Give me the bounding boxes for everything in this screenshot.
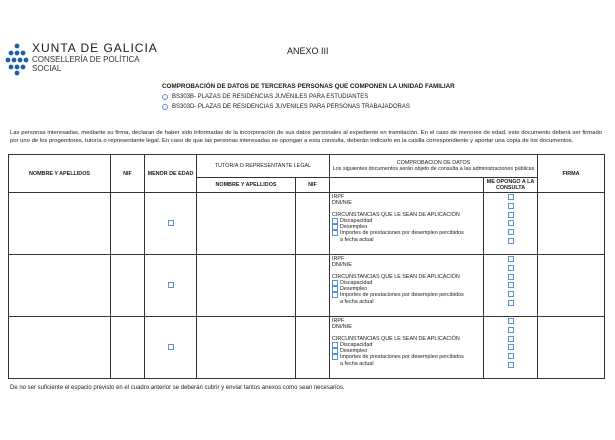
name-cell[interactable] <box>9 193 111 255</box>
irpf-label: IRPF <box>332 318 345 324</box>
oppose-benef-checkbox[interactable] <box>508 238 514 244</box>
table-row <box>9 317 605 379</box>
oppose-unemp-checkbox[interactable] <box>508 353 514 359</box>
sign-cell[interactable] <box>538 193 605 255</box>
consultation-list <box>330 317 484 379</box>
benefits-item <box>332 230 481 243</box>
benefits-label: Importes de prestaciones por desempleo percibidos <box>340 292 464 299</box>
radio-icon[interactable] <box>162 94 168 100</box>
oppose-disc-checkbox[interactable] <box>508 344 514 350</box>
benefits-label-line2: a fecha actual <box>340 236 374 243</box>
footer-note: De no ser suficiente el espacio previsto en el cuadro anterior se deberán cubrir y enviar tantos anexos como sean necesarios. <box>10 385 345 391</box>
minor-checkbox[interactable] <box>168 282 174 288</box>
option-workers[interactable] <box>162 104 410 110</box>
oppose-unemp-checkbox[interactable] <box>508 291 514 297</box>
disability-label: Discapacidad <box>340 341 373 348</box>
header-check <box>330 155 538 178</box>
circumstances-label: CIRCUNSTANCIAS QUE LE SEAN DE APLICACIÓN <box>332 273 460 280</box>
oppose-disc-checkbox[interactable] <box>508 220 514 226</box>
header-check-sub: Los siguientes documentos serán objeto de consulta a las administraciones públicas <box>332 166 535 172</box>
name-cell[interactable] <box>9 317 111 379</box>
benefits-label: Importes de prestaciones por desempleo percibidos <box>340 354 464 361</box>
oppose-disc-checkbox[interactable] <box>508 282 514 288</box>
document-title: COMPROBACIÓN DE DATOS DE TERCERAS PERSONAS QUE COMPONEN LA UNIDAD FAMILIAR <box>162 83 455 90</box>
oppose-unemp-checkbox[interactable] <box>508 229 514 235</box>
irpf-label: IRPF <box>332 194 345 200</box>
minor-checkbox[interactable] <box>168 220 174 226</box>
nif-cell[interactable] <box>111 317 145 379</box>
third-parties-table <box>8 154 605 379</box>
department-line2: SOCIAL <box>32 64 62 73</box>
sign-cell[interactable] <box>538 255 605 317</box>
benefits-label-line2: a fecha actual <box>340 298 374 305</box>
minor-checkbox[interactable] <box>168 344 174 350</box>
benefits-item <box>332 354 481 367</box>
annex-title: ANEXO III <box>287 46 329 56</box>
circumstances-label: CIRCUNSTANCIAS QUE LE SEAN DE APLICACIÓN <box>332 211 460 218</box>
benefits-label: Importes de prestaciones por desempleo percibidos <box>340 230 464 237</box>
intro-paragraph: Las personas interesadas, mediante su firma, declaran de haber sido informadas de la incorporación de sus datos personales al expediente en tramitación. En el caso de menores de edad, este documento deberá ser firmado por uno de los progenitores, tutor/a o representante legal. En caso de que las personas interesadas se opongan a esta consulta, deberán indicarlo en la casilla correspondiente y aportar una copia de los documentos. <box>10 130 602 144</box>
tutor-name-cell[interactable] <box>197 255 296 317</box>
header-name: NOMBRE Y APELLIDOS <box>9 155 111 193</box>
table-row <box>9 255 605 317</box>
radio-icon[interactable] <box>162 104 168 110</box>
header-brand <box>32 42 158 73</box>
checkbox-icon[interactable] <box>332 286 338 292</box>
consultation-list <box>330 193 484 255</box>
unemployment-label: Desempleo <box>340 286 368 293</box>
dni-label: DNI/NIE <box>332 262 352 269</box>
oppose-circ-checkbox[interactable] <box>508 212 514 218</box>
xunta-crest-logo <box>4 42 30 76</box>
minor-cell <box>145 317 197 379</box>
oppose-benef-checkbox[interactable] <box>508 300 514 306</box>
dni-label: DNI/NIE <box>332 324 352 331</box>
tutor-nif-cell[interactable] <box>296 317 330 379</box>
minor-cell <box>145 255 197 317</box>
irpf-label: IRPF <box>332 256 345 262</box>
header-oppose: ME OPONGO A LA CONSULTA <box>484 178 538 193</box>
option-students[interactable] <box>162 94 368 100</box>
org-name: XUNTA DE GALICIA <box>32 41 158 55</box>
dni-label: DNI/NIE <box>332 200 352 207</box>
oppose-irpf-checkbox[interactable] <box>508 194 514 200</box>
oppose-dni-checkbox[interactable] <box>508 327 514 333</box>
unemployment-label: Desempleo <box>340 348 368 355</box>
nif-cell[interactable] <box>111 193 145 255</box>
oppose-irpf-checkbox[interactable] <box>508 318 514 324</box>
header-sign: FIRMA <box>538 155 605 193</box>
department-line1: CONSELLERÍA DE POLÍTICA <box>32 55 140 64</box>
oppose-cell <box>484 317 538 379</box>
oppose-cell <box>484 193 538 255</box>
header-tutor: TUTOR/A O REPRESENTANTE LEGAL <box>197 155 330 178</box>
header-check-blank <box>330 178 484 193</box>
checkbox-icon[interactable] <box>332 230 338 236</box>
checkbox-icon[interactable] <box>332 292 338 298</box>
oppose-cell <box>484 255 538 317</box>
nif-cell[interactable] <box>111 255 145 317</box>
sign-cell[interactable] <box>538 317 605 379</box>
circumstances-label: CIRCUNSTANCIAS QUE LE SEAN DE APLICACIÓN <box>332 335 460 342</box>
tutor-nif-cell[interactable] <box>296 193 330 255</box>
checkbox-icon[interactable] <box>332 348 338 354</box>
oppose-dni-checkbox[interactable] <box>508 265 514 271</box>
oppose-dni-checkbox[interactable] <box>508 203 514 209</box>
tutor-nif-cell[interactable] <box>296 255 330 317</box>
checkbox-icon[interactable] <box>332 354 338 360</box>
unemployment-label: Desempleo <box>340 224 368 231</box>
header-check-title: COMPROBACION DE DATOS <box>396 160 471 166</box>
disability-label: Discapacidad <box>340 217 373 224</box>
checkbox-icon[interactable] <box>332 280 338 286</box>
oppose-benef-checkbox[interactable] <box>508 362 514 368</box>
consultation-list <box>330 255 484 317</box>
checkbox-icon[interactable] <box>332 342 338 348</box>
oppose-irpf-checkbox[interactable] <box>508 256 514 262</box>
checkbox-icon[interactable] <box>332 218 338 224</box>
checkbox-icon[interactable] <box>332 224 338 230</box>
tutor-name-cell[interactable] <box>197 317 296 379</box>
header-minor: MENOR DE EDAD <box>145 155 197 193</box>
name-cell[interactable] <box>9 255 111 317</box>
header-nif: NIF <box>111 155 145 193</box>
table-row <box>9 193 605 255</box>
disability-label: Discapacidad <box>340 279 373 286</box>
header-tutor-name: NOMBRE Y APELLIDOS <box>197 178 296 193</box>
oppose-circ-checkbox[interactable] <box>508 336 514 342</box>
benefits-label-line2: a fecha actual <box>340 360 374 367</box>
header-tutor-nif: NIF <box>296 178 330 193</box>
benefits-item <box>332 292 481 305</box>
option-label: BS303B- PLAZAS DE RESIDENCIAS JUVENILES PARA ESTUDIANTES <box>172 94 369 100</box>
option-label: BS303D- PLAZAS DE RESIDENCIAS JUVENILES PARA PERSONAS TRABAJADORAS <box>172 104 410 110</box>
minor-cell <box>145 193 197 255</box>
oppose-circ-checkbox[interactable] <box>508 274 514 280</box>
tutor-name-cell[interactable] <box>197 193 296 255</box>
